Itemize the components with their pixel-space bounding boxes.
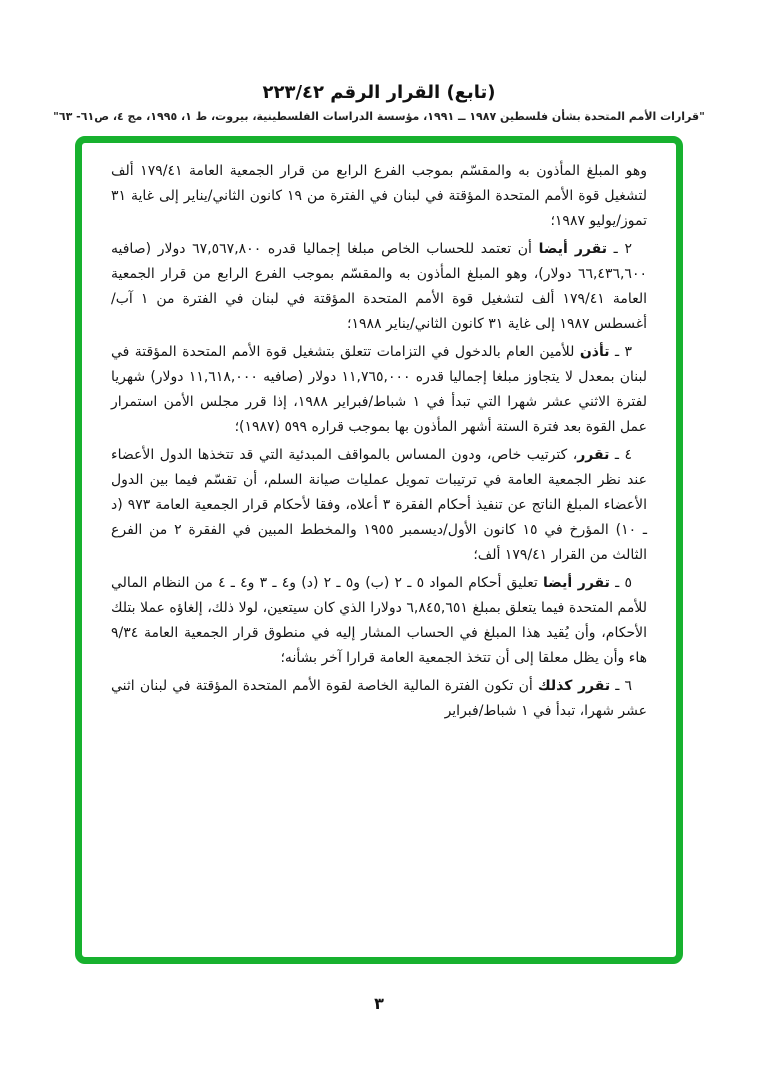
paragraph-bold-lead: تقرر أيضا <box>538 241 607 257</box>
paragraph-bold-lead: تقرر كذلك <box>537 678 611 694</box>
paragraph-text: ، كترتيب خاص، ودون المساس بالمواقف المبدئية التي قد تتخذها الدول الأعضاء عند نظر الجمعية العامة في ترتيبات تمويل عمليات صيانة السلم، أن تقسّم فيما بين الدول الأعضاء المبلغ الناتج عن تنفيذ أحكام الفقرة ٣ أعلاه، وفقا لأحكام قرار الجمعية العامة ٩٧٣ (د ـ ١٠) المؤرخ في ١٥ كانون الأول/ديسمبر ١٩٥٥ والمخطط المبين في الفقرة ٢ من الفرع الثالث من القرار ١٧٩/٤١ ألف؛ <box>111 447 648 563</box>
paragraph-text: أن تكون الفترة المالية الخاصة لقوة الأمم المتحدة المؤقتة في لبنان اثني عشر شهرا، تبدأ في ١ شباط/فبراير <box>111 678 647 719</box>
document-header <box>0 0 758 123</box>
paragraph-6 <box>111 674 647 724</box>
paragraph-text: للأمين العام بالدخول في التزامات تتعلق بتشغيل قوة الأمم المتحدة المؤقتة في لبنان بمعدل لا يتجاوز مبلغا إجماليا قدره ١١,٧٦٥,٠٠٠ دولار (صافيه ١١,٦١٨,٠٠٠ دولار) شهريا لفترة الاثني عشر شهرا التي تبدأ في ١ شباط/فبراير ١٩٨٨، إذا قرر مجلس الأمن استمرار عمل القوة بعد فترة الستة أشهر المأذون بها بموجب قراره ٥٩٩ (١٩٨٧)؛ <box>111 344 648 435</box>
paragraph-bold-lead: تأذن <box>579 344 610 360</box>
paragraph-3 <box>111 340 647 440</box>
paragraph-2 <box>111 237 647 337</box>
green-frame <box>75 136 683 964</box>
paragraph-5 <box>111 571 647 671</box>
paragraph-number: ٢ ـ <box>606 241 632 257</box>
paragraph-bold-lead: تقرر <box>577 447 610 463</box>
paragraph-text: أن تعتمد للحساب الخاص مبلغا إجماليا قدره ٦٧,٥٦٧,٨٠٠ دولار (صافيه ٦٦,٤٣٦,٦٠٠ دولار)، وهو المبلغ المأذون به والمقسّم بموجب الفرع الرابع من قرار الجمعية العامة ١٧٩/٤١ ألف لتشغيل قوة الأمم المتحدة المؤقتة في لبنان في الفترة من ١ آب/أغسطس ١٩٨٧ إلى غاية ٣١ كانون الثاني/يناير ١٩٨٨؛ <box>111 241 647 332</box>
page-number: ٣ <box>374 994 384 1013</box>
paragraph-bold-lead: تقرر أيضا <box>543 575 610 591</box>
paragraph-number: ٥ ـ <box>609 575 632 591</box>
paragraph-continuation <box>111 159 647 234</box>
paragraph-text: وهو المبلغ المأذون به والمقسّم بموجب الفرع الرابع من قرار الجمعية العامة ١٧٩/٤١ ألف لتشغيل قوة الأمم المتحدة المؤقتة في لبنان في الفترة من ١٩ كانون الثاني/يناير إلى غاية ٣١ تموز/يوليو ١٩٨٧؛ <box>111 163 647 229</box>
source-citation: "قرارات الأمم المتحدة بشأن فلسطين ١٩٨٧ ــ ١٩٩١، مؤسسة الدراسات الفلسطينية، بيروت، ط ١، ١٩٩٥، مج ٤، ص٦١- ٦٣" <box>53 110 705 123</box>
document-footer <box>0 994 758 1013</box>
paragraph-number: ٤ ـ <box>609 447 632 463</box>
paragraph-number: ٦ ـ <box>610 678 632 694</box>
paragraph-number: ٣ ـ <box>609 344 632 360</box>
resolution-title: (تابع) القرار الرقم ٢٢٣/٤٢ <box>262 82 496 103</box>
paragraph-4 <box>111 443 647 568</box>
paragraph-text: تعليق أحكام المواد ٥ ـ ٢ (ب) و٥ ـ ٢ (د) و٤ ـ ٣ و٤ ـ ٤ من النظام المالي للأمم المتحدة فيما يتعلق بمبلغ ٦,٨٤٥,٦٥١ دولارا الذي كان سيتعين، لولا ذلك، إلغاؤه عملا بتلك الأحكام، وأن يُقيد هذا المبلغ في الحساب المشار إليه في منطوق قرار الجمعية العامة ٩/٣٤ هاء وأن يظل معلقا إلى أن تتخذ الجمعية العامة قرارا آخر بشأنه؛ <box>111 575 647 666</box>
